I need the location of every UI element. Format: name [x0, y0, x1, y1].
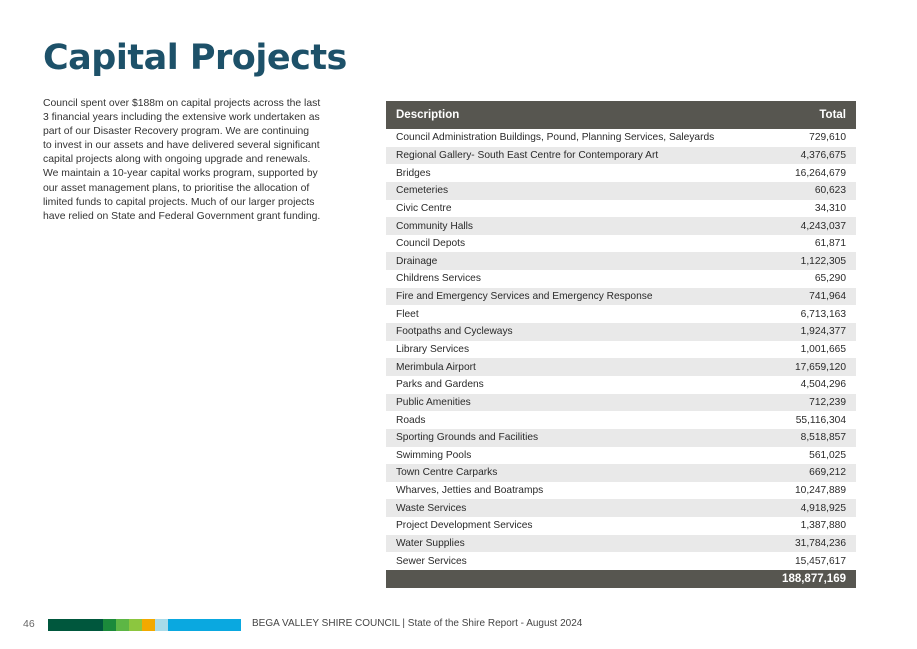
column-header-description: Description [386, 101, 763, 129]
row-total: 55,116,304 [795, 414, 846, 426]
table-row [386, 447, 856, 465]
footer-text: BEGA VALLEY SHIRE COUNCIL | State of the Shire Report - August 2024 [252, 618, 583, 629]
row-total: 741,964 [763, 288, 856, 306]
row-total: 712,239 [763, 394, 856, 412]
table-row [386, 552, 856, 570]
table-row [386, 394, 856, 412]
row-description: Cemeteries [386, 182, 763, 200]
row-description: Public Amenities [386, 394, 763, 412]
row-description: Merimbula Airport [386, 358, 763, 376]
table-row [386, 535, 856, 553]
row-total: 561,025 [809, 449, 846, 461]
row-total: 16,264,679 [795, 167, 846, 179]
row-total: 6,713,163 [800, 308, 846, 320]
row-description: Regional Gallery- South East Centre for Contemporary Art [386, 147, 763, 165]
intro-line: We maintain a 10-year capital works program, supported by [43, 168, 318, 180]
page-footer [0, 614, 917, 636]
table-row [386, 235, 856, 253]
row-total: 729,610 [809, 132, 846, 144]
row-total: 15,457,617 [795, 555, 846, 567]
intro-line: capital projects along with ongoing upgrade and renewals. [43, 154, 311, 166]
table-row [386, 147, 856, 165]
strip-segment [103, 619, 116, 631]
row-description: Civic Centre [396, 202, 452, 214]
row-description: Council Depots [396, 238, 466, 250]
table-row [386, 305, 856, 323]
table-row [386, 376, 856, 394]
row-description: Water Supplies [386, 535, 763, 553]
row-description: Swimming Pools [396, 449, 472, 461]
intro-line: to invest in our assets and have delivered several significant [43, 140, 320, 152]
row-description: Town Centre Carparks [386, 464, 763, 482]
table-header-row [386, 101, 856, 129]
row-description: Wharves, Jetties and Boatramps [396, 485, 544, 497]
intro-line: Council spent over $188m on capital projects across the last [43, 98, 321, 109]
row-total: 10,247,889 [795, 485, 846, 497]
table-row [386, 482, 856, 500]
intro-line: 3 financial years including the extensive work undertaken as [43, 112, 320, 124]
intro-line: limited funds to capital projects. Much of our larger projects [43, 196, 315, 208]
row-total: 60,623 [763, 182, 856, 200]
row-description: Roads [396, 414, 426, 426]
table-row [386, 464, 856, 482]
row-total: 4,243,037 [763, 217, 856, 235]
row-total: 61,871 [814, 238, 846, 250]
row-description: Fire and Emergency Services and Emergency Response [386, 288, 763, 306]
row-description: Council Administration Buildings, Pound, Planning Services, Saleyards [396, 132, 715, 144]
table-row [386, 129, 856, 147]
row-total: 4,918,925 [763, 499, 856, 517]
row-total: 669,212 [763, 464, 856, 482]
intro-paragraph [43, 97, 335, 224]
intro-line: have relied on State and Federal Government grant funding. [43, 210, 321, 222]
row-description: Childrens Services [396, 273, 481, 285]
table-row [386, 217, 856, 235]
row-total: 1,387,880 [800, 520, 846, 532]
strip-segment [116, 619, 129, 631]
row-description: Waste Services [386, 499, 763, 517]
row-description: Project Development Services [396, 520, 533, 532]
intro-line: part of our Disaster Recovery program. We are continuing [43, 126, 310, 138]
table-row [386, 429, 856, 447]
table-row [386, 164, 856, 182]
row-description: Bridges [396, 167, 431, 179]
table-row [386, 252, 856, 270]
table-row [386, 411, 856, 429]
row-total: 1,122,305 [763, 252, 856, 270]
table-row [386, 517, 856, 535]
row-description: Community Halls [386, 217, 763, 235]
strip-segment [129, 619, 142, 631]
grand-total-value: 188,877,169 [763, 570, 856, 588]
row-total: 1,924,377 [763, 323, 856, 341]
table-row [386, 323, 856, 341]
intro-line: our asset management plans, to prioritise the allocation of [43, 182, 310, 194]
strip-segment [155, 619, 168, 631]
row-total: 17,659,120 [763, 358, 856, 376]
row-description: Library Services [396, 344, 470, 355]
row-description: Footpaths and Cycleways [386, 323, 763, 341]
table-row [386, 358, 856, 376]
table-row [386, 341, 856, 359]
row-total: 34,310 [814, 202, 846, 214]
row-description: Drainage [386, 252, 763, 270]
row-total: 4,504,296 [800, 379, 846, 391]
page-title: Capital Projects [43, 38, 347, 78]
strip-segment [168, 619, 241, 631]
row-total: 65,290 [814, 273, 846, 285]
table-row [386, 270, 856, 288]
row-description: Fleet [396, 308, 419, 320]
grand-total-row [386, 570, 856, 588]
row-total: 8,518,857 [763, 429, 856, 447]
grand-total-label-cell [386, 570, 763, 588]
page-number: 46 [23, 618, 35, 630]
capital-projects-table [386, 101, 856, 588]
column-header-total: Total [763, 101, 856, 129]
table-row [386, 499, 856, 517]
strip-segment [142, 619, 155, 631]
row-description: Sewer Services [396, 555, 467, 567]
table-row [386, 288, 856, 306]
row-description: Sporting Grounds and Facilities [386, 429, 763, 447]
row-description: Parks and Gardens [396, 379, 484, 391]
row-total: 4,376,675 [763, 147, 856, 165]
row-total: 1,001,665 [800, 344, 846, 355]
table-row [386, 200, 856, 218]
table-row [386, 182, 856, 200]
row-total: 31,784,236 [763, 535, 856, 553]
strip-segment [48, 619, 103, 631]
